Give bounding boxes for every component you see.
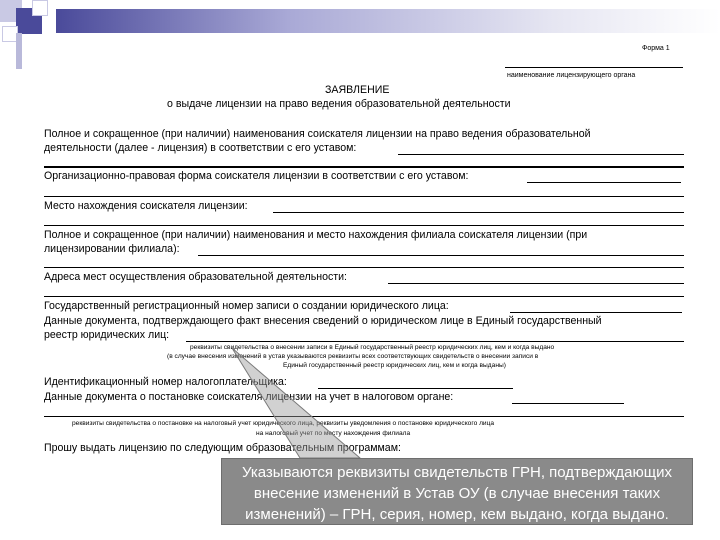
request-label: Прошу выдать лицензию по следующим образовательным программам: (44, 442, 401, 454)
callout-line-3: изменений) – ГРН, серия, номер, кем выдано, когда выдано. (245, 506, 669, 523)
registry-note: реквизиты свидетельства о внесении записи в Единый государственный реестр юридических лиц, кем и когда выдано (190, 344, 555, 351)
registry-label-2: реестр юридических лиц: (44, 329, 170, 341)
form-label: Форма 1 (642, 45, 670, 52)
tax-note-2: на налоговый учет по месту нахождения филиала (256, 430, 411, 437)
registry-note-3: Единый государственный реестр юридических лиц, кем и когда выданы) (283, 362, 506, 369)
page-title: ЗАЯВЛЕНИЕ (325, 84, 390, 96)
annotation-callout (221, 458, 693, 525)
addresses-label: Адреса мест осуществления образовательной деятельности: (44, 271, 347, 283)
location-label: Место нахождения соискателя лицензии: (44, 200, 248, 212)
callout-line: Указываются реквизиты свидетельств ГРН, подтверждающих (241, 464, 672, 481)
registry-label: Данные документа, подтверждающего факт внесения сведений о юридическом лице в Единый государственный (44, 315, 602, 327)
full-name-label-2: деятельности (далее - лицензия) в соответствии с его уставом: (44, 142, 357, 154)
tax-note: реквизиты свидетельства о постановке на налоговый учет юридического лица, реквизиты уведомления о постановке юридического лица (72, 420, 495, 427)
page-subtitle: о выдаче лицензии на право ведения образовательной деятельности (167, 98, 511, 110)
branch-label-2: лицензировании филиала): (44, 243, 180, 255)
registry-note-2: (в случае внесения изменений в устав указываются реквизиты всех соответствующих свидетельств о внесении записи в (167, 353, 539, 360)
ogrn-label: Государственный регистрационный номер записи о создании юридического лица: (44, 300, 449, 312)
org-caption: наименование лицензирующего органа (507, 72, 636, 79)
callout-line-2: внесение изменений в Устав ОУ (в случае внесения таких (253, 485, 661, 502)
full-name-label: Полное и сокращенное (при наличии) наименования соискателя лицензии на право ведения образовательной (44, 128, 591, 140)
inn-label: Идентификационный номер налогоплательщика: (44, 376, 287, 388)
legal-form-label: Организационно-правовая форма соискателя лицензии в соответствии с его уставом: (44, 170, 469, 182)
tax-reg-label: Данные документа о постановке соискателя лицензии на учет в налоговом органе: (44, 391, 454, 403)
branch-label: Полное и сокращенное (при наличии) наименования и место нахождения филиала соискателя лицензии (при (44, 229, 588, 241)
